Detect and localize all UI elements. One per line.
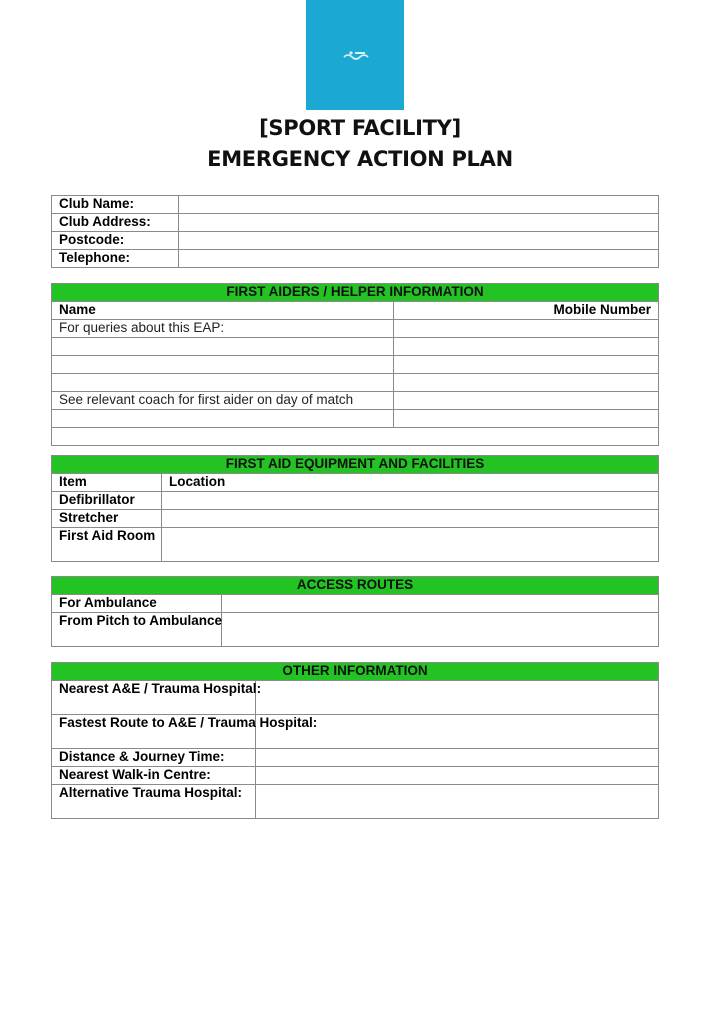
access-routes-heading: ACCESS ROUTES bbox=[52, 577, 659, 595]
first-aiders-header-row bbox=[52, 302, 659, 320]
alternative-hospital-field[interactable] bbox=[256, 785, 659, 819]
from-pitch-label: From Pitch to Ambulance bbox=[52, 613, 222, 647]
table-row bbox=[52, 392, 659, 410]
stretcher-location-field[interactable] bbox=[162, 510, 659, 528]
swimmer-logo-icon bbox=[342, 49, 368, 61]
first-aiders-table bbox=[51, 283, 659, 446]
table-row bbox=[52, 785, 659, 819]
first-aid-room-label: First Aid Room bbox=[52, 528, 162, 562]
nearest-ae-field[interactable] bbox=[256, 681, 659, 715]
name-field[interactable] bbox=[52, 374, 394, 392]
postcode-field[interactable] bbox=[179, 232, 659, 250]
mobile-field[interactable] bbox=[394, 320, 659, 338]
table-row bbox=[52, 410, 659, 428]
from-pitch-field[interactable] bbox=[222, 613, 659, 647]
table-row bbox=[52, 528, 659, 562]
other-information-heading: OTHER INFORMATION bbox=[52, 663, 659, 681]
table-row bbox=[52, 356, 659, 374]
table-row bbox=[52, 681, 659, 715]
club-name-label: Club Name: bbox=[52, 196, 179, 214]
club-details-table bbox=[51, 195, 659, 268]
location-column-header: Location bbox=[162, 474, 659, 492]
document-subtitle: EMERGENCY ACTION PLAN bbox=[207, 147, 513, 171]
name-field[interactable] bbox=[52, 356, 394, 374]
table-row bbox=[52, 595, 659, 613]
mobile-column-header: Mobile Number bbox=[394, 302, 659, 320]
telephone-label: Telephone: bbox=[52, 250, 179, 268]
first-aiders-heading: FIRST AIDERS / HELPER INFORMATION bbox=[52, 284, 659, 302]
table-row bbox=[52, 715, 659, 749]
first-aid-room-location-field[interactable] bbox=[162, 528, 659, 562]
mobile-field[interactable] bbox=[394, 356, 659, 374]
equipment-heading: FIRST AID EQUIPMENT AND FACILITIES bbox=[52, 456, 659, 474]
blank-field[interactable] bbox=[52, 428, 659, 446]
fastest-route-label: Fastest Route to A&E / Trauma Hospital: bbox=[52, 715, 256, 749]
distance-label: Distance & Journey Time: bbox=[52, 749, 256, 767]
other-information-table bbox=[51, 662, 659, 819]
stretcher-label: Stretcher bbox=[52, 510, 162, 528]
nearest-ae-label: Nearest A&E / Trauma Hospital: bbox=[52, 681, 256, 715]
defibrillator-label: Defibrillator bbox=[52, 492, 162, 510]
access-routes-table bbox=[51, 576, 659, 647]
mobile-field[interactable] bbox=[394, 392, 659, 410]
alternative-hospital-label: Alternative Trauma Hospital: bbox=[52, 785, 256, 819]
table-row bbox=[52, 510, 659, 528]
defibrillator-location-field[interactable] bbox=[162, 492, 659, 510]
item-column-header: Item bbox=[52, 474, 162, 492]
postcode-label: Postcode: bbox=[52, 232, 179, 250]
document-title: [SPORT FACILITY] bbox=[259, 116, 461, 140]
table-row bbox=[52, 749, 659, 767]
for-ambulance-field[interactable] bbox=[222, 595, 659, 613]
for-ambulance-label: For Ambulance bbox=[52, 595, 222, 613]
name-column-header: Name bbox=[52, 302, 394, 320]
telephone-row bbox=[52, 250, 659, 268]
table-row bbox=[52, 767, 659, 785]
mobile-field[interactable] bbox=[394, 410, 659, 428]
coach-note: See relevant coach for first aider on day of match bbox=[52, 392, 394, 410]
walk-in-label: Nearest Walk-in Centre: bbox=[52, 767, 256, 785]
equipment-table bbox=[51, 455, 659, 562]
club-name-row bbox=[52, 196, 659, 214]
table-row bbox=[52, 320, 659, 338]
table-row bbox=[52, 374, 659, 392]
walk-in-field[interactable] bbox=[256, 767, 659, 785]
queries-note: For queries about this EAP: bbox=[52, 320, 394, 338]
club-address-label: Club Address: bbox=[52, 214, 179, 232]
table-row bbox=[52, 338, 659, 356]
name-field[interactable] bbox=[52, 410, 394, 428]
name-field[interactable] bbox=[52, 338, 394, 356]
mobile-field[interactable] bbox=[394, 338, 659, 356]
postcode-row bbox=[52, 232, 659, 250]
club-address-row bbox=[52, 214, 659, 232]
equipment-header-row bbox=[52, 474, 659, 492]
table-row bbox=[52, 613, 659, 647]
table-row bbox=[52, 428, 659, 446]
telephone-field[interactable] bbox=[179, 250, 659, 268]
mobile-field[interactable] bbox=[394, 374, 659, 392]
table-row bbox=[52, 492, 659, 510]
distance-field[interactable] bbox=[256, 749, 659, 767]
logo-block bbox=[306, 0, 404, 110]
club-name-field[interactable] bbox=[179, 196, 659, 214]
club-address-field[interactable] bbox=[179, 214, 659, 232]
